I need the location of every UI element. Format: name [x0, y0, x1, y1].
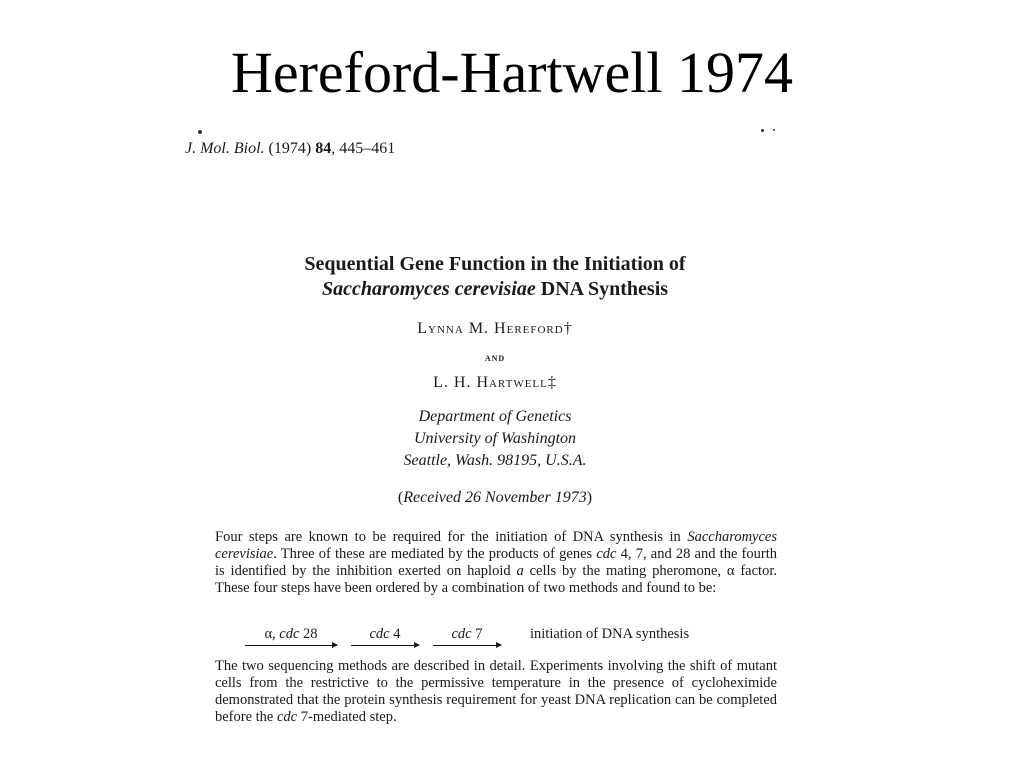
author-2 — [175, 374, 815, 392]
citation-pages: , 445–461 — [331, 140, 396, 157]
pathway-alpha: α, — [264, 626, 280, 642]
paper-title-species: Saccharomyces cerevisiae — [321, 278, 536, 300]
pathway-gene: cdc — [369, 626, 390, 642]
abstract-text: cells by the mating pheromone, α factor. These four steps have been ordered by a combination of two methods and found to be: — [215, 563, 777, 596]
paper-title — [175, 252, 815, 302]
author-conjunction: and — [484, 350, 506, 364]
affiliation-address: Seattle, Wash. 98195, U.S.A. — [403, 452, 587, 469]
pathway-gene-number: 7 — [471, 626, 483, 642]
abstract-paragraph-1 — [215, 529, 777, 597]
pathway-step-alpha-cdc28 — [245, 626, 337, 646]
author-1 — [175, 320, 815, 338]
scan-speck — [773, 129, 775, 131]
author-1-name: Lynna M. Hereford† — [417, 320, 573, 337]
right-arrow-icon — [351, 645, 419, 646]
citation-volume: 84 — [315, 140, 332, 157]
citation-journal: J. Mol. Biol. — [185, 140, 265, 157]
abstract-mating-type: a — [516, 563, 524, 579]
scan-speck — [761, 129, 764, 132]
affiliation-department: Department of Genetics — [418, 408, 572, 425]
pathway-gene: cdc — [279, 626, 300, 642]
abstract-text: . Three of these are mediated by the products of genes — [273, 546, 597, 562]
scanned-paper-page — [175, 124, 815, 764]
pathway-step-label — [433, 626, 501, 642]
received-open-paren: ( — [397, 489, 404, 506]
scan-speck — [198, 130, 202, 134]
journal-citation — [185, 140, 395, 158]
right-arrow-icon — [245, 645, 337, 646]
abstract-text: 7-mediated step. — [297, 709, 397, 725]
paper-title-line-1: Sequential Gene Function in the Initiation of — [304, 253, 686, 275]
paper-title-line-2-rest: DNA Synthesis — [535, 278, 669, 300]
paper-title-line-2 — [175, 277, 815, 302]
abstract-text: The two sequencing methods are described in detail. Experiments involving the shift of mutant cells from the restrictive to the permissive temperature in the presence of cycloheximide demonstrated that the protein synthesis requirement for yeast DNA replication can be completed before the — [215, 658, 777, 725]
pathway-step-label — [351, 626, 419, 642]
abstract-gene: cdc — [596, 546, 617, 562]
right-arrow-icon — [433, 645, 501, 646]
pathway-step-label — [245, 626, 337, 642]
abstract-species: Saccharomyces cerevisiae — [215, 529, 777, 562]
abstract-text: Four steps are known to be required for the initiation of DNA synthesis in — [215, 529, 688, 545]
received-close-paren: ) — [586, 489, 593, 506]
pathway-gene-number: 4 — [389, 626, 401, 642]
received-text: Received 26 November 1973 — [403, 489, 587, 506]
author-2-name: L. H. Hartwell‡ — [433, 374, 557, 391]
pathway-gene: cdc — [451, 626, 472, 642]
abstract-text: 4, 7, and 28 and the fourth is identified by the inhibition exerted on haploid — [215, 546, 777, 579]
pathway-gene-number: 28 — [299, 626, 318, 642]
pathway-step-cdc7 — [433, 626, 501, 646]
affiliation-university: University of Washington — [413, 430, 577, 447]
slide-title: Hereford-Hartwell 1974 — [230, 40, 794, 105]
abstract-paragraph-2 — [215, 658, 777, 726]
citation-year: (1974) — [268, 140, 312, 157]
pathway-outcome: initiation of DNA synthesis — [530, 626, 690, 642]
gene-order-pathway — [215, 626, 777, 654]
received-date — [175, 489, 815, 507]
pathway-step-cdc4 — [351, 626, 419, 646]
abstract-gene: cdc — [277, 709, 298, 725]
